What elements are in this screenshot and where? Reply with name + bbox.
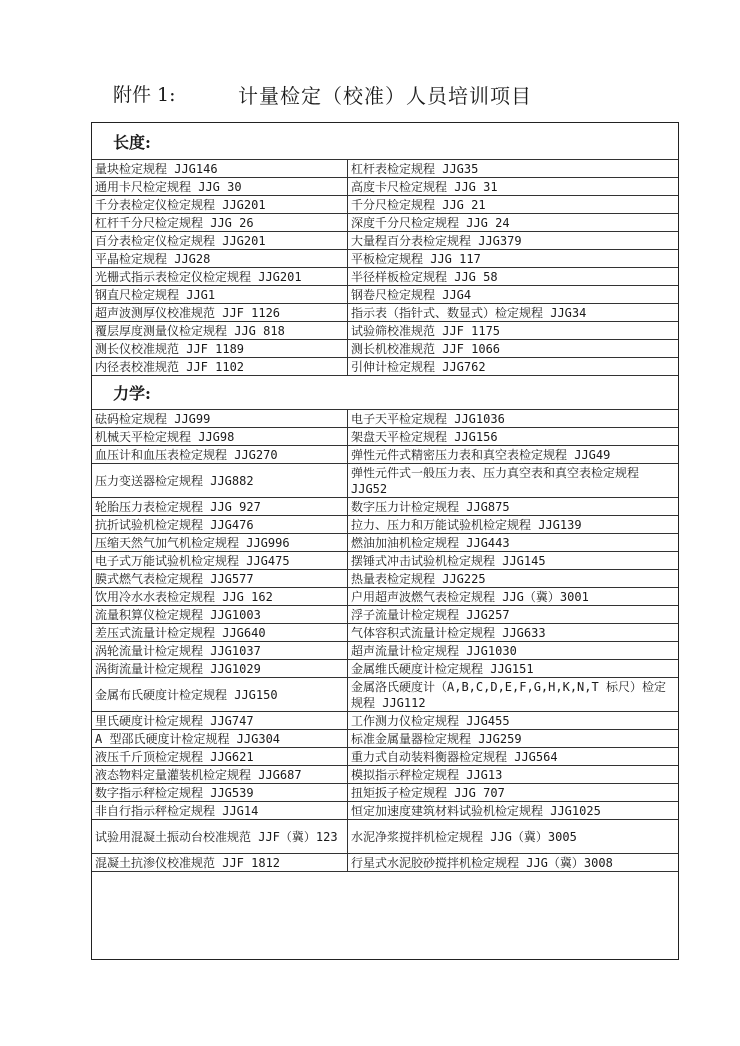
table-row bbox=[92, 624, 678, 642]
page-header bbox=[0, 80, 740, 110]
left-cell: 非自行指示秤检定规程 JJG14 bbox=[92, 802, 348, 820]
right-cell: 电子天平检定规程 JJG1036 bbox=[348, 410, 679, 428]
left-cell: 杠杆千分尺检定规程 JJG 26 bbox=[92, 214, 348, 232]
right-cell: 弹性元件式一般压力表、压力真空表和真空表检定规程 JJG52 bbox=[348, 464, 679, 498]
table-row bbox=[92, 516, 678, 534]
left-cell: 膜式燃气表检定规程 JJG577 bbox=[92, 570, 348, 588]
left-cell: 里氏硬度计检定规程 JJG747 bbox=[92, 712, 348, 730]
left-cell: 砝码检定规程 JJG99 bbox=[92, 410, 348, 428]
right-cell: 千分尺检定规程 JJG 21 bbox=[348, 196, 679, 214]
table-row bbox=[92, 304, 678, 322]
table-row bbox=[92, 196, 678, 214]
right-cell: 指示表（指针式、数显式）检定规程 JJG34 bbox=[348, 304, 679, 322]
left-cell: 压力变送器检定规程 JJG882 bbox=[92, 464, 348, 498]
left-cell: 通用卡尺检定规程 JJG 30 bbox=[92, 178, 348, 196]
right-cell: 金属维氏硬度计检定规程 JJG151 bbox=[348, 660, 679, 678]
right-cell: 引伸计检定规程 JJG762 bbox=[348, 358, 679, 376]
right-cell: 气体容积式流量计检定规程 JJG633 bbox=[348, 624, 679, 642]
table-row bbox=[92, 784, 678, 802]
right-cell: 超声流量计检定规程 JJG1030 bbox=[348, 642, 679, 660]
left-cell: 抗折试验机检定规程 JJG476 bbox=[92, 516, 348, 534]
right-cell: 水泥净浆搅拌机检定规程 JJG（冀）3005 bbox=[348, 820, 679, 854]
table-row bbox=[92, 588, 678, 606]
table-row bbox=[92, 534, 678, 552]
table-row bbox=[92, 730, 678, 748]
table-row bbox=[92, 642, 678, 660]
table-row bbox=[92, 854, 678, 872]
left-cell: 压缩天然气加气机检定规程 JJG996 bbox=[92, 534, 348, 552]
table-row bbox=[92, 250, 678, 268]
right-cell: 平板检定规程 JJG 117 bbox=[348, 250, 679, 268]
left-cell: 涡轮流量计检定规程 JJG1037 bbox=[92, 642, 348, 660]
table-row bbox=[92, 178, 678, 196]
left-cell: 试验用混凝土振动台校准规范 JJF（冀）123 bbox=[92, 820, 348, 854]
left-cell: 百分表检定仪检定规程 JJG201 bbox=[92, 232, 348, 250]
right-cell: 浮子流量计检定规程 JJG257 bbox=[348, 606, 679, 624]
right-cell: 大量程百分表检定规程 JJG379 bbox=[348, 232, 679, 250]
right-cell: 高度卡尺检定规程 JJG 31 bbox=[348, 178, 679, 196]
table-row bbox=[92, 820, 678, 854]
left-cell: 平晶检定规程 JJG28 bbox=[92, 250, 348, 268]
right-cell: 摆锤式冲击试验机检定规程 JJG145 bbox=[348, 552, 679, 570]
attachment-label: 附件 1: bbox=[113, 84, 176, 106]
table-row bbox=[92, 446, 678, 464]
right-cell: 试验筛校准规范 JJF 1175 bbox=[348, 322, 679, 340]
left-cell: 数字指示秤检定规程 JJG539 bbox=[92, 784, 348, 802]
table-row bbox=[92, 498, 678, 516]
left-cell: 差压式流量计检定规程 JJG640 bbox=[92, 624, 348, 642]
right-cell: 恒定加速度建筑材料试验机检定规程 JJG1025 bbox=[348, 802, 679, 820]
left-cell: 测长仪校准规范 JJF 1189 bbox=[92, 340, 348, 358]
left-cell: 千分表检定仪检定规程 JJG201 bbox=[92, 196, 348, 214]
right-cell: 模拟指示秤检定规程 JJG13 bbox=[348, 766, 679, 784]
table-row bbox=[92, 712, 678, 730]
left-cell: 超声波测厚仪校准规范 JJF 1126 bbox=[92, 304, 348, 322]
right-cell: 测长机校准规范 JJF 1066 bbox=[348, 340, 679, 358]
left-cell: 电子式万能试验机检定规程 JJG475 bbox=[92, 552, 348, 570]
right-cell: 扭矩扳子检定规程 JJG 707 bbox=[348, 784, 679, 802]
section-label-length: 长度: bbox=[113, 133, 151, 152]
left-cell: 量块检定规程 JJG146 bbox=[92, 160, 348, 178]
table-row bbox=[92, 160, 678, 178]
left-cell: 机械天平检定规程 JJG98 bbox=[92, 428, 348, 446]
table-row bbox=[92, 232, 678, 250]
right-cell: 弹性元件式精密压力表和真空表检定规程 JJG49 bbox=[348, 446, 679, 464]
right-cell: 热量表检定规程 JJG225 bbox=[348, 570, 679, 588]
right-cell: 标准金属量器检定规程 JJG259 bbox=[348, 730, 679, 748]
left-cell: 覆层厚度测量仪检定规程 JJG 818 bbox=[92, 322, 348, 340]
right-cell: 户用超声波燃气表检定规程 JJG（冀）3001 bbox=[348, 588, 679, 606]
right-cell: 钢卷尺检定规程 JJG4 bbox=[348, 286, 679, 304]
right-cell: 杠杆表检定规程 JJG35 bbox=[348, 160, 679, 178]
left-cell: 液态物料定量灌装机检定规程 JJG687 bbox=[92, 766, 348, 784]
table-row bbox=[92, 358, 678, 376]
training-items-table bbox=[91, 122, 679, 960]
right-cell: 重力式自动装料衡器检定规程 JJG564 bbox=[348, 748, 679, 766]
right-cell: 燃油加油机检定规程 JJG443 bbox=[348, 534, 679, 552]
table-row bbox=[92, 340, 678, 358]
right-cell: 工作测力仪检定规程 JJG455 bbox=[348, 712, 679, 730]
section-label-mechanics: 力学: bbox=[113, 384, 151, 403]
left-cell: 混凝土抗渗仪校准规范 JJF 1812 bbox=[92, 854, 348, 872]
left-cell: 液压千斤顶检定规程 JJG621 bbox=[92, 748, 348, 766]
table-row bbox=[92, 410, 678, 428]
left-cell: 钢直尺检定规程 JJG1 bbox=[92, 286, 348, 304]
mechanics-table bbox=[92, 409, 678, 872]
table-row bbox=[92, 660, 678, 678]
left-cell: 光栅式指示表检定仪检定规程 JJG201 bbox=[92, 268, 348, 286]
table-row bbox=[92, 766, 678, 784]
length-table bbox=[92, 159, 678, 376]
table-row bbox=[92, 322, 678, 340]
left-cell: 饮用冷水水表检定规程 JJG 162 bbox=[92, 588, 348, 606]
table-row bbox=[92, 802, 678, 820]
left-cell: 流量积算仪检定规程 JJG1003 bbox=[92, 606, 348, 624]
right-cell: 金属洛氏硬度计（A,B,C,D,E,F,G,H,K,N,T 标尺）检定规程 JJG112 bbox=[348, 678, 679, 712]
right-cell: 拉力、压力和万能试验机检定规程 JJG139 bbox=[348, 516, 679, 534]
page-title: 计量检定（校准）人员培训项目 bbox=[238, 84, 532, 108]
right-cell: 行星式水泥胶砂搅拌机检定规程 JJG（冀）3008 bbox=[348, 854, 679, 872]
table-row bbox=[92, 552, 678, 570]
right-cell: 深度千分尺检定规程 JJG 24 bbox=[348, 214, 679, 232]
left-cell: 内径表校准规范 JJF 1102 bbox=[92, 358, 348, 376]
right-cell: 半径样板检定规程 JJG 58 bbox=[348, 268, 679, 286]
table-row bbox=[92, 678, 678, 712]
left-cell: 轮胎压力表检定规程 JJG 927 bbox=[92, 498, 348, 516]
left-cell: 血压计和血压表检定规程 JJG270 bbox=[92, 446, 348, 464]
table-row bbox=[92, 464, 678, 498]
right-cell: 架盘天平检定规程 JJG156 bbox=[348, 428, 679, 446]
left-cell: 金属布氏硬度计检定规程 JJG150 bbox=[92, 678, 348, 712]
table-row bbox=[92, 748, 678, 766]
table-row bbox=[92, 268, 678, 286]
table-row bbox=[92, 428, 678, 446]
table-row bbox=[92, 286, 678, 304]
left-cell: A 型邵氏硬度计检定规程 JJG304 bbox=[92, 730, 348, 748]
table-row bbox=[92, 570, 678, 588]
left-cell: 涡街流量计检定规程 JJG1029 bbox=[92, 660, 348, 678]
right-cell: 数字压力计检定规程 JJG875 bbox=[348, 498, 679, 516]
table-row bbox=[92, 606, 678, 624]
table-row bbox=[92, 214, 678, 232]
